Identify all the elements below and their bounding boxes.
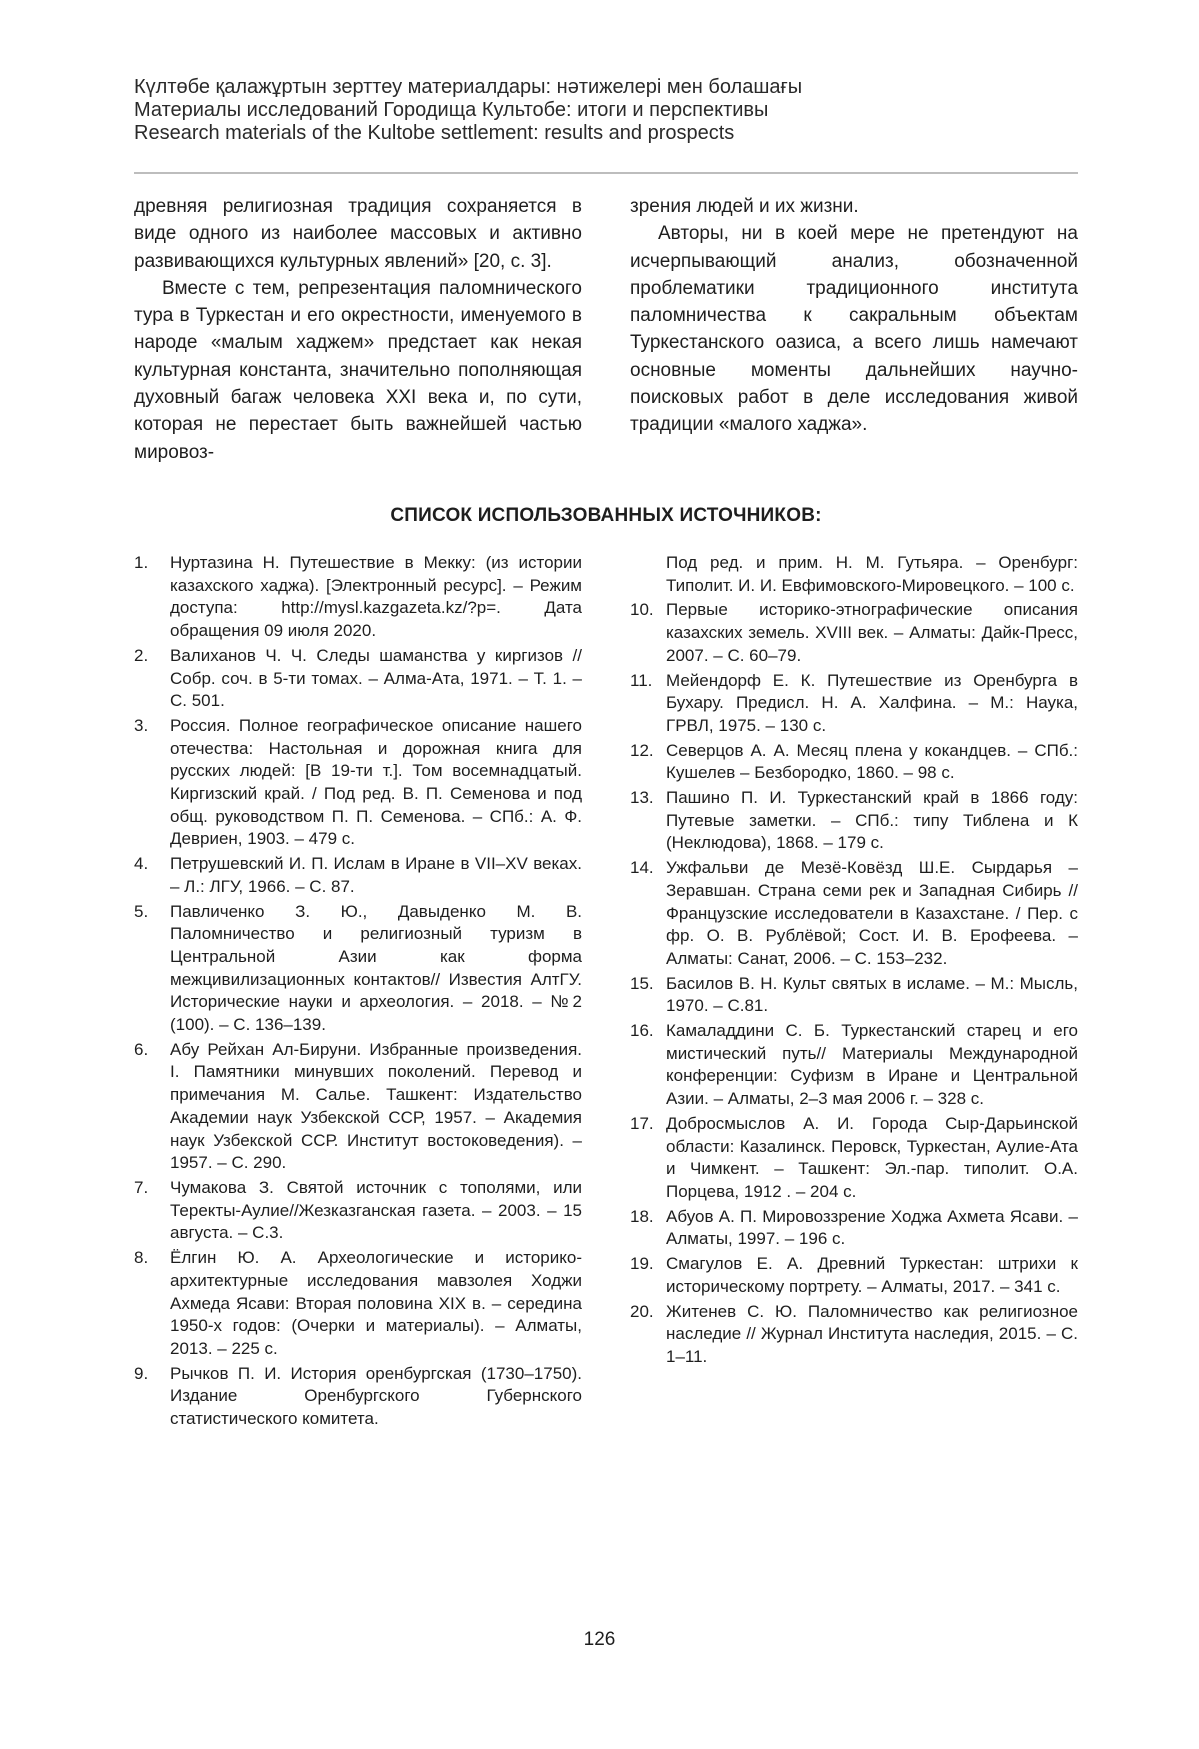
reference-number: 6. [134,1039,149,1059]
reference-item [630,599,1078,667]
reference-item [630,1301,1078,1369]
reference-number: 19. [630,1254,654,1274]
reference-text: Ужфальви де Мезё-Ковёзд Ш.Е. Сырдарья – Зеравшан. Страна семи рек и Западная Сибирь // Французские исследователи в Казахстане. / Пер. с фр. О. В. Рублёвой; Сост. И. В. Ерофеева. – Алматы: Санат, 2006. – С. 153–232. [666,858,1078,968]
header-title-kazakh: Күлтөбе қалажұртын зерттеу материалдары: нәтижелері мен болашағы [134,76,803,98]
reference-item [134,645,582,713]
reference-number: 1. [134,553,149,572]
reference-number: 4. [134,854,149,874]
reference-number: 12. [630,740,654,760]
reference-number: 2. [134,645,149,665]
reference-text: Россия. Полное географическое описание нашего отечества: Настольная и дорожная книга для русских людей: [В 19-ти т.]. Том восемнадцатый. Киргизский край. / Под ред. В. П. Семенова и под общ. руководством П. П. Семенова. – СПб.: А. Ф. Девриен, 1903. – 479 с. [170,715,582,849]
body-paragraph: Авторы, ни в коей мере не претендуют на исчерпывающий анализ, обозначенной проблематики традиционного института паломничества к сакральным объектам Туркестанского оазиса, а всего лишь намечают основные моменты дальнейших научно-поисковых работ в деле исследования живой традиции «малого хаджа». [630,223,1078,436]
body-paragraph: зрения людей и их жизни. [630,196,859,217]
reference-text: Басилов В. Н. Культ святых в исламе. – М.: Мысль, 1970. – С.81. [666,973,1078,1016]
reference-text: Рычков П. И. История оренбургская (1730–1750). Издание Оренбургского Губернского статистического комитета. [170,1363,582,1429]
reference-item [630,973,1078,1018]
reference-text: Ёлгин Ю. А. Археологические и историко-архитектурные исследования мавзолея Ходжи Ахмеда Ясави: Вторая половина XIX в. – середина 1950-х годов: (Очерки и материалы). – Алматы, 2013. – 225 с. [170,1248,582,1358]
reference-number: 16. [630,1021,654,1041]
reference-text: Первые историко-этнографические описания казахских земель. XVIII век. – Алматы: Дайк-Пресс, 2007. – С. 60–79. [666,600,1078,665]
reference-number: 10. [630,600,654,620]
reference-text: Пашино П. И. Туркестанский край в 1866 году: Путевые заметки. – СПб.: типу Тиблена и К (Неклюдова), 1868. – 179 с. [666,788,1078,853]
reference-item [134,552,582,643]
reference-item [134,1363,582,1431]
reference-text: Валиханов Ч. Ч. Следы шаманства у киргизов // Собр. соч. в 5-ти томах. – Алма-Ата, 1971. – Т. 1. – С. 501. [170,645,582,711]
reference-text: Житенев С. Ю. Паломничество как религиозное наследие // Журнал Института наследия, 2015. – С. 1–11. [666,1301,1078,1366]
reference-text: Смагулов Е. А. Древний Туркестан: штрихи к историческому портрету. – Алматы, 2017. – 341 с. [666,1254,1078,1296]
reference-continuation: Под ред. и прим. Н. М. Гутьяра. – Оренбург: Типолит. И. И. Евфимовского-Мировецкого. – 100 с. [666,553,1078,595]
reference-item [134,1039,582,1175]
reference-number: 8. [134,1248,149,1268]
reference-text: Павличенко З. Ю., Давыденко М. В. Паломничество и религиозный туризм в Центральной Азии как форма межцивилизационных контактов// Известия АлтГУ. Исторические науки и археология. – 2018. – №2 (100). – С. 136–139. [170,901,582,1035]
reference-text: Добросмыслов А. И. Города Сыр-Дарьинской области: Казалинск. Перовск, Туркестан, Аулие-Ата и Чимкент. – Ташкент: Эл.-пар. типолит. О.А. Порцева, 1912 . – 204 с. [666,1113,1078,1201]
reference-number: 9. [134,1363,149,1383]
body-column-right [630,193,1078,439]
running-header [134,76,1078,145]
reference-item [630,857,1078,971]
reference-text: Камаладдини С. Б. Туркестанский старец и его мистический путь// Материалы Международной конференции: Суфизм в Иране и Центральной Азии. – Алматы, 2–3 мая 2006 г. – 328 с. [666,1021,1078,1109]
header-title-english: Research materials of the Kultobe settlement: results and prospects [134,122,735,144]
reference-text: Чумакова З. Святой источник с тополями, или Теректы-Аулие//Жезказганская газета. – 2003. – 15 августа. – С.3. [170,1177,582,1243]
references-list-left [134,552,582,1433]
reference-item [134,1247,582,1361]
reference-number: 3. [134,715,149,735]
reference-text: Мейендорф Е. К. Путешествие из Оренбурга в Бухару. Предисл. Н. А. Халфина. – М.: Наука, ГРВЛ, 1975. – 130 с. [666,670,1078,735]
reference-number: 20. [630,1301,654,1321]
body-column-left [134,193,582,466]
reference-item [630,1113,1078,1204]
reference-number: 11. [630,670,653,690]
reference-item [134,853,582,898]
reference-number: 14. [630,858,654,878]
reference-item [630,740,1078,785]
header-divider [134,172,1078,174]
references-heading: СПИСОК ИСПОЛЬЗОВАННЫХ ИСТОЧНИКОВ: [390,505,822,526]
reference-text: Северцов А. А. Месяц плена у кокандцев. – СПб.: Кушелев – Безбородко, 1860. – 98 с. [666,740,1078,783]
reference-item [134,715,582,851]
references-list-right [630,552,1078,1371]
reference-number: 5. [134,901,149,921]
reference-item [134,901,582,1037]
page-number: 126 [583,1629,616,1650]
header-title-russian: Материалы исследований Городища Культобе: итоги и перспективы [134,99,769,121]
reference-number: 7. [134,1177,149,1197]
reference-text: Петрушевский И. П. Ислам в Иране в VII–XV веках. – Л.: ЛГУ, 1966. – С. 87. [170,854,582,896]
reference-item [630,670,1078,738]
reference-item [134,1177,582,1245]
reference-number: 18. [630,1206,654,1226]
reference-number: 13. [630,788,654,808]
body-paragraph: Вместе с тем, репрезентация паломнического тура в Туркестан и его окрестности, именуемого в народе «малым хаджем» предстает как некая культурная константа, значительно пополняющая духовный багаж человека XXI века и, по сути, которая не перестает быть важнейшей частью мировоз- [134,277,582,463]
reference-item [630,787,1078,855]
body-paragraph: древняя религиозная традиция сохраняется в виде одного из наиболее массовых и активно развивающихся культурных явлений» [20, с. 3]. [134,196,582,272]
reference-item [630,1020,1078,1111]
reference-item [630,1253,1078,1298]
reference-item [630,1206,1078,1251]
reference-number: 15. [630,973,654,993]
reference-text: Нуртазина Н. Путешествие в Мекку: (из истории казахского хаджа). [Электронный ресурс]. – Режим доступа: http://mysl.kazgazeta.kz/?p=. Дата обращения 09 июля 2020. [170,553,582,641]
reference-text: Абу Рейхан Ал-Бируни. Избранные произведения. I. Памятники минувших поколений. Перевод и примечания М. Салье. Ташкент: Издательство Академии наук Узбекской ССР, 1957. – Академия наук Узбекской ССР. Институт востоковедения). – 1957. – С. 290. [170,1039,582,1173]
reference-text: Абуов А. П. Мировоззрение Ходжа Ахмета Ясави. – Алматы, 1997. – 196 с. [666,1206,1078,1249]
reference-number: 17. [630,1113,654,1133]
